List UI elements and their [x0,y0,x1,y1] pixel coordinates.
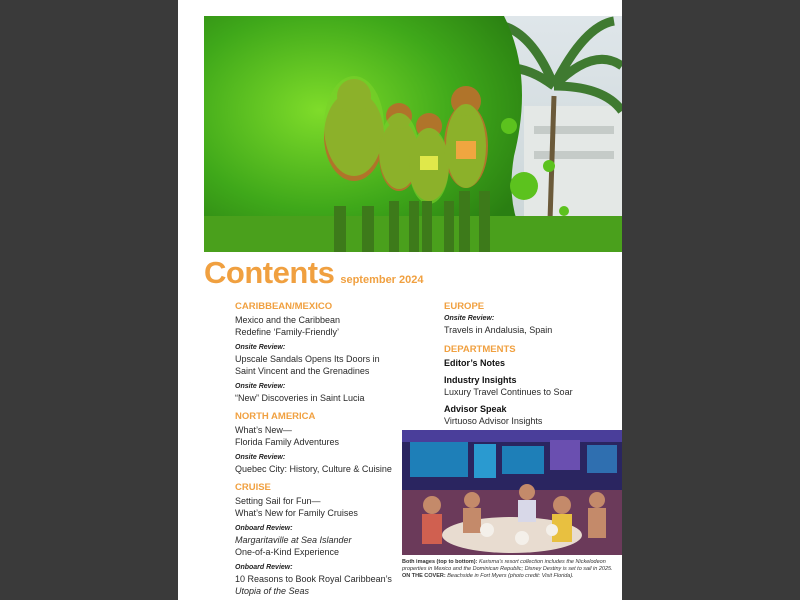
toc-line: One-of-a-Kind Experience [235,547,340,557]
toc-item[interactable] [235,343,435,377]
caption-body: Karisma’s resort collection includes the Nickelodeon properties in Mexico and the Dominican Republic; Disney Destiny is set to sail in 2025. [402,559,613,572]
toc-item[interactable] [444,403,622,427]
department-title: Editor’s Notes [444,358,506,368]
toc-line: Setting Sail for Fun— [235,496,321,506]
cover-body: Beachside in Fort Myers (photo credit: Visit Florida). [447,573,574,579]
review-label: Onboard Review: [235,525,293,532]
review-label: Onsite Review: [444,315,495,322]
toc-item[interactable] [444,314,622,336]
section-heading-north-america: NORTH AMERICA [235,411,316,422]
section-heading-departments: DEPARTMENTS [444,344,516,355]
section-heading-cruise: CRUISE [235,482,271,493]
review-label: Onsite Review: [235,454,286,461]
toc-line: Luxury Travel Continues to Soar [444,387,573,397]
toc-item[interactable] [235,314,435,338]
contents-right-column [444,301,622,432]
review-label: Onsite Review: [235,344,286,351]
toc-item[interactable] [444,374,622,398]
department-title: Industry Insights [444,375,517,385]
toc-line: Redefine ‘Family-Friendly’ [235,327,340,337]
department-title: Advisor Speak [444,404,507,414]
toc-line: What’s New for Family Cruises [235,508,358,518]
toc-line: Saint Vincent and the Grenadines [235,366,370,376]
toc-item[interactable] [444,357,622,369]
caption-lead: Both images (top to bottom): [402,559,478,565]
issue-date: september 2024 [340,274,424,286]
toc-line: Margaritaville at Sea Islander [235,535,352,545]
toc-line: Mexico and the Caribbean [235,315,341,325]
section-heading-caribbean: CARIBBEAN/MEXICO [235,301,333,312]
page-title: Contents [204,255,335,290]
toc-line: Travels in Andalusia, Spain [444,325,553,335]
cruise-dining-photo [402,430,622,555]
section-heading-europe: EUROPE [444,301,485,312]
toc-line: Florida Family Adventures [235,437,340,447]
toc-line: Utopia of the Seas [235,586,310,596]
toc-line: “New” Discoveries in Saint Lucia [235,393,365,403]
magazine-page [178,0,622,600]
toc-item[interactable] [235,382,435,404]
review-label: Onboard Review: [235,564,293,571]
toc-line: Upscale Sandals Opens Its Doors in [235,354,380,364]
family-slime-photo [204,16,622,252]
toc-line: Quebec City: History, Culture & Cuisine [235,464,392,474]
toc-line: Virtuoso Advisor Insights [444,416,543,426]
photo-caption [402,559,616,580]
cover-lead: ON THE COVER: [402,573,446,579]
contents-heading [204,255,424,291]
review-label: Onsite Review: [235,383,286,390]
toc-line: What’s New— [235,425,292,435]
toc-line: 10 Reasons to Book Royal Caribbean’s [235,574,392,584]
